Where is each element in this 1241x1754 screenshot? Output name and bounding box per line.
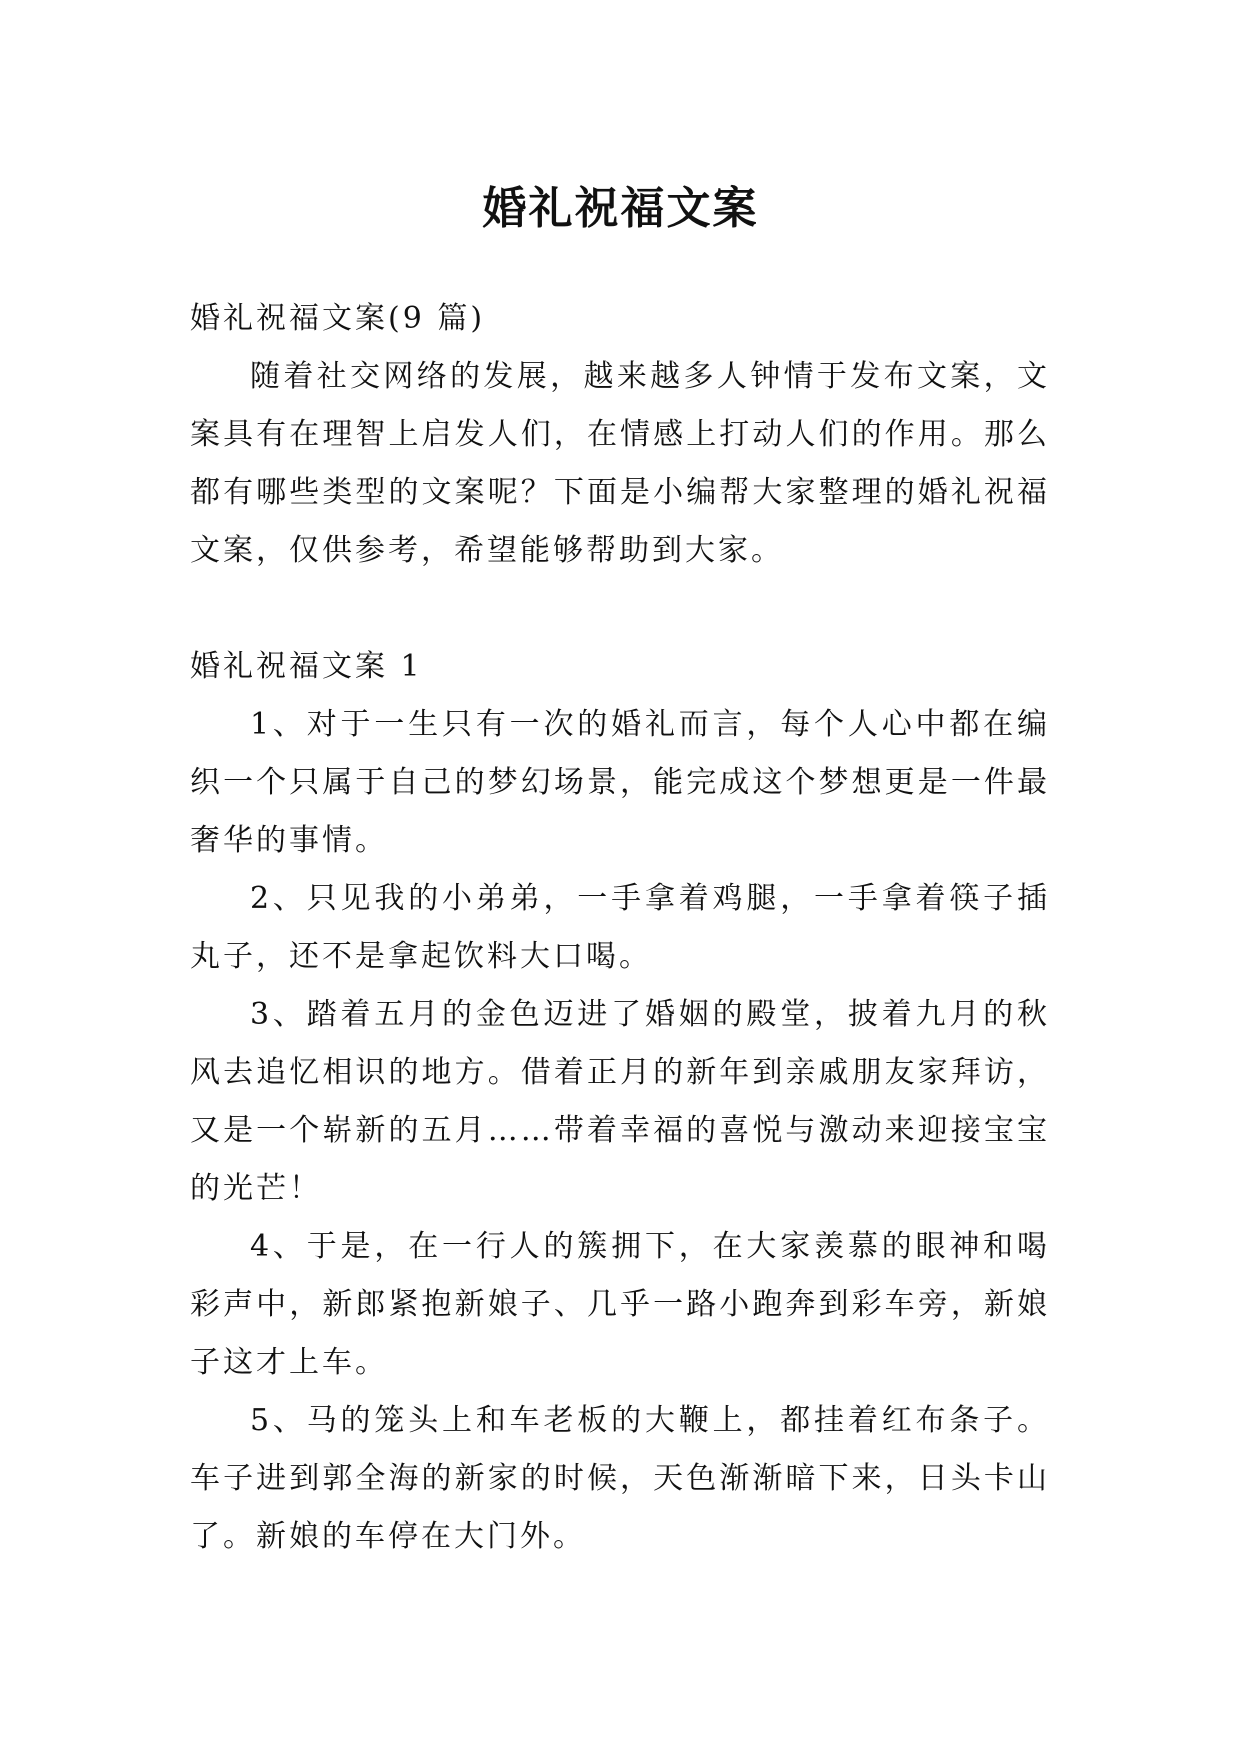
list-item-3: 3、踏着五月的金色迈进了婚姻的殿堂，披着九月的秋风去追忆相识的地方。借着正月的新年到亲戚朋友家拜访，又是一个崭新的五月……带着幸福的喜悦与激动来迎接宝宝的光芒！ xyxy=(190,997,1050,1206)
paragraph-gap xyxy=(190,580,1050,638)
list-item-4: 4、于是，在一行人的簇拥下，在大家羡慕的眼神和喝彩声中，新郎紧抱新娘子、几乎一路小跑奔到彩车旁，新娘子这才上车。 xyxy=(190,1229,1050,1380)
section-heading: 婚礼祝福文案 1 xyxy=(190,649,423,684)
document-body xyxy=(190,290,1050,1566)
list-item-5: 5、马的笼头上和车老板的大鞭上，都挂着红布条子。车子进到郭全海的新家的时候，天色渐渐暗下来，日头卡山了。新娘的车停在大门外。 xyxy=(190,1403,1050,1554)
list-item-1: 1、对于一生只有一次的婚礼而言，每个人心中都在编织一个只属于自己的梦幻场景，能完成这个梦想更是一件最奢华的事情。 xyxy=(190,707,1050,858)
document-title: 婚礼祝福文案 xyxy=(482,183,759,235)
intro-paragraph: 随着社交网络的发展，越来越多人钟情于发布文案，文案具有在理智上启发人们，在情感上打动人们的作用。那么都有哪些类型的文案呢？下面是小编帮大家整理的婚礼祝福文案，仅供参考，希望能够帮助到大家。 xyxy=(190,359,1050,568)
document-subtitle: 婚礼祝福文案(9 篇) xyxy=(190,301,486,336)
list-item-2: 2、只见我的小弟弟，一手拿着鸡腿，一手拿着筷子插丸子，还不是拿起饮料大口喝。 xyxy=(190,881,1050,974)
